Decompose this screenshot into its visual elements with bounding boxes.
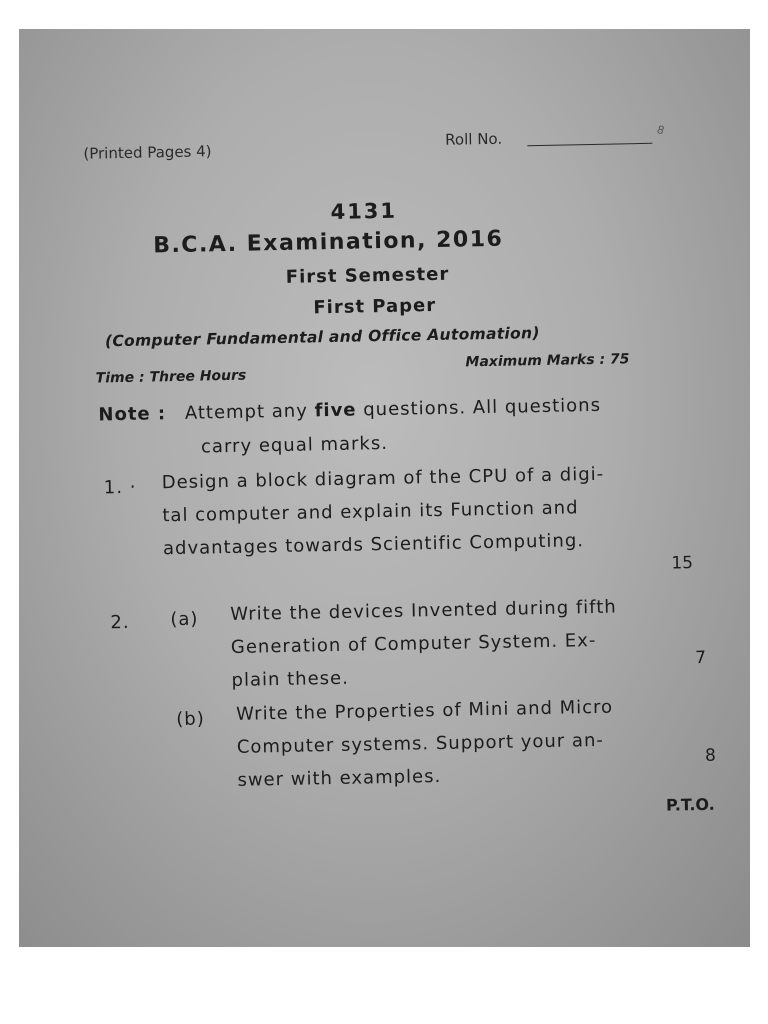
pto-marker: P.T.O.	[665, 794, 715, 815]
photo-frame	[19, 29, 750, 947]
note-text-pre: Attempt any	[184, 400, 315, 424]
note-line-2: carry equal marks.	[200, 432, 389, 458]
time-allowed: Time : Three Hours	[95, 367, 247, 387]
roll-number-line	[527, 143, 652, 146]
q2a-label: (a)	[170, 608, 199, 631]
q2b-marks: 8	[704, 745, 717, 766]
q2a-line-1: Write the devices Invented during fifth	[230, 596, 617, 625]
exam-paper	[19, 29, 750, 947]
q2b-line-1: Write the Properties of Mini and Micro	[235, 696, 614, 725]
q1-line-2: tal computer and explain its Function and	[162, 497, 579, 527]
roll-label: Roll No.	[445, 129, 503, 149]
q1-line-1: Design a block diagram of the CPU of a digi-	[161, 463, 605, 494]
roll-handwritten-mark: 8	[655, 122, 666, 138]
q2b-label: (b)	[176, 708, 205, 731]
q2b-line-3: swer with examples.	[237, 765, 442, 791]
paper-number: First Paper	[313, 294, 437, 319]
note-label: Note :	[98, 403, 167, 426]
q1-number: 1. ·	[103, 476, 137, 499]
q1-line-3: advantages towards Scientific Computing.	[162, 530, 585, 560]
paper-code: 4131	[330, 198, 398, 224]
exam-title: B.C.A. Examination, 2016	[152, 226, 504, 259]
semester: First Semester	[285, 263, 450, 288]
q2a-line-3: plain these.	[231, 667, 350, 691]
subject: (Computer Fundamental and Office Automation)	[104, 324, 540, 351]
maximum-marks: Maximum Marks : 75	[465, 351, 630, 371]
q2b-line-2: Computer systems. Support your an-	[236, 729, 605, 758]
note-text-post: questions. All questions	[356, 394, 602, 421]
q1-marks: 15	[671, 553, 694, 574]
printed-pages: (Printed Pages 4)	[83, 142, 212, 163]
q2a-line-2: Generation of Computer System. Ex-	[230, 629, 597, 658]
q2-number: 2.	[110, 611, 130, 634]
q2a-marks: 7	[695, 647, 707, 669]
note-line-1	[98, 395, 601, 426]
note-emphasis: five	[314, 399, 357, 422]
